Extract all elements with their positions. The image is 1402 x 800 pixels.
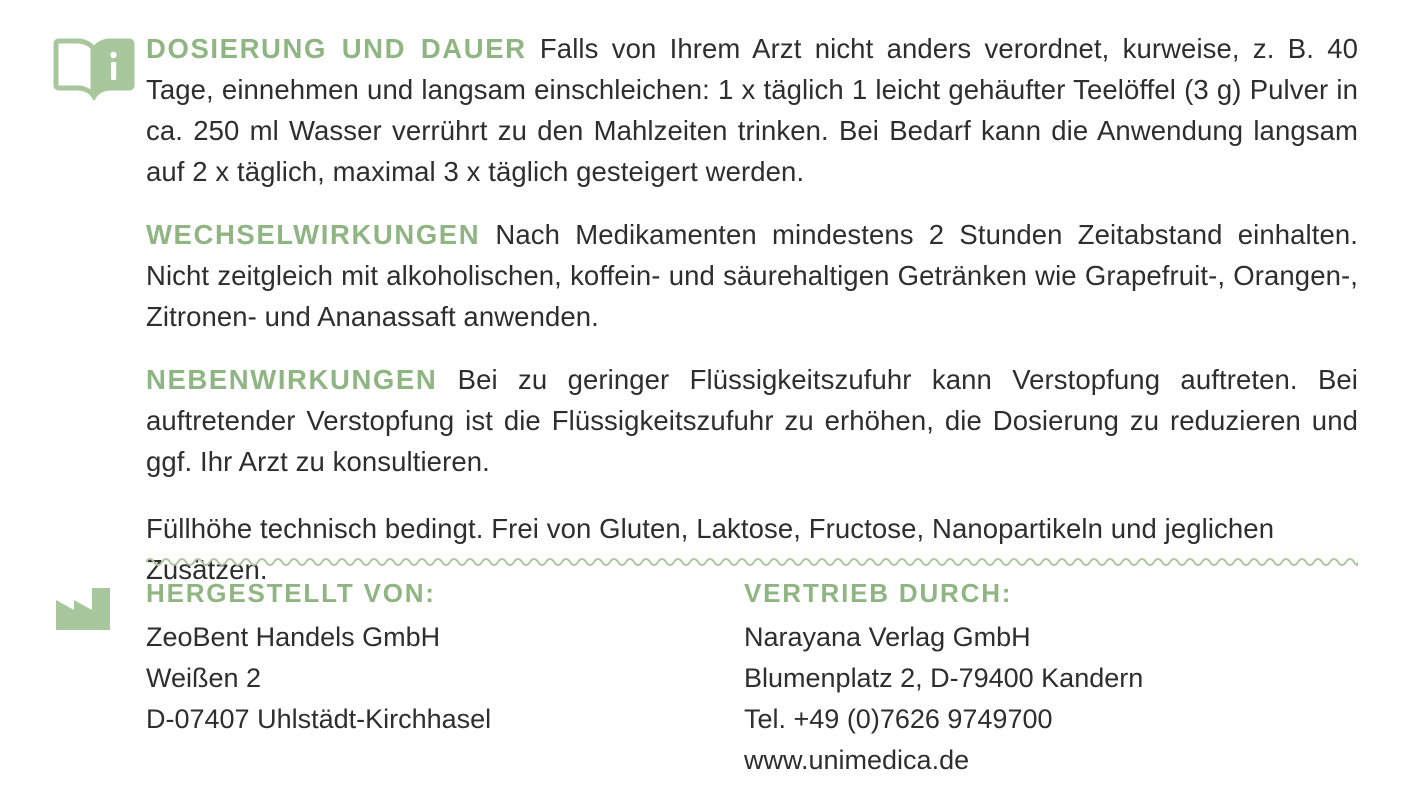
- free-from-note: Füllhöhe technisch bedingt. Frei von Gluten, Laktose, Fructose, Nanopartikeln und jeglichen Zusätzen.: [146, 513, 1275, 585]
- section-heading-nebenwirkungen: NEBENWIRKUNGEN: [146, 364, 438, 395]
- section-heading-dosierung: DOSIERUNG UND DAUER: [146, 33, 527, 64]
- section-wechselwirkungen: [146, 214, 1358, 337]
- footer: [44, 578, 1358, 781]
- distributor-line-2: Blumenplatz 2, D-79400 Kandern: [744, 663, 1144, 693]
- section-body-dosierung: Falls von Ihrem Arzt nicht anders verordnet, kurweise, z. B. 40 Tage, einnehmen und langsam einschleichen: 1 x täglich 1 leicht gehäufter Teelöffel (3 g) Pulver in ca. 250 ml Wasser verrührt zu den Mahlzeiten trinken. Bei Bedarf kann die Anwendung langsam auf 2 x täglich, maximal 3 x täglich gesteigert werden.: [146, 33, 1358, 187]
- distributor-phone: Tel. +49 (0)7626 9749700: [744, 704, 1053, 734]
- section-heading-wechselwirkungen: WECHSELWIRKUNGEN: [146, 219, 481, 250]
- booklet-info-icon: [52, 38, 136, 100]
- manufacturer-line-3: D-07407 Uhlstädt-Kirchhasel: [146, 704, 492, 734]
- information-block: [44, 28, 1358, 590]
- manufacturer-block: [44, 578, 744, 781]
- section-nebenwirkungen: [146, 359, 1358, 482]
- distributor-block: [744, 578, 1304, 781]
- distributor-line-1: Narayana Verlag GmbH: [744, 622, 1031, 652]
- wavy-divider: [146, 556, 1358, 568]
- manufacturer-heading: HERGESTELLT VON:: [146, 578, 436, 608]
- factory-icon: [54, 584, 130, 632]
- distributor-website[interactable]: www.unimedica.de: [744, 745, 970, 775]
- distributor-heading: VERTRIEB DURCH:: [744, 578, 1013, 608]
- section-body-nebenwirkungen: Bei zu geringer Flüssigkeitszufuhr kann Verstopfung auftreten. Bei auftretender Verstopfung ist die Flüssigkeitszufuhr zu erhöhen, die Dosierung zu reduzieren und ggf. Ihr Arzt zu konsultieren.: [146, 364, 1358, 477]
- section-body-wechselwirkungen: Nach Medikamenten mindestens 2 Stunden Zeitabstand einhalten. Nicht zeitgleich mit alkoholischen, koffein- und säurehaltigen Getränken wie Grapefruit-, Orangen-, Zitronen- und Ananassaft anwenden.: [146, 219, 1358, 332]
- manufacturer-line-1: ZeoBent Handels GmbH: [146, 622, 441, 652]
- section-dosierung: [146, 28, 1358, 192]
- manufacturer-line-2: Weißen 2: [146, 663, 262, 693]
